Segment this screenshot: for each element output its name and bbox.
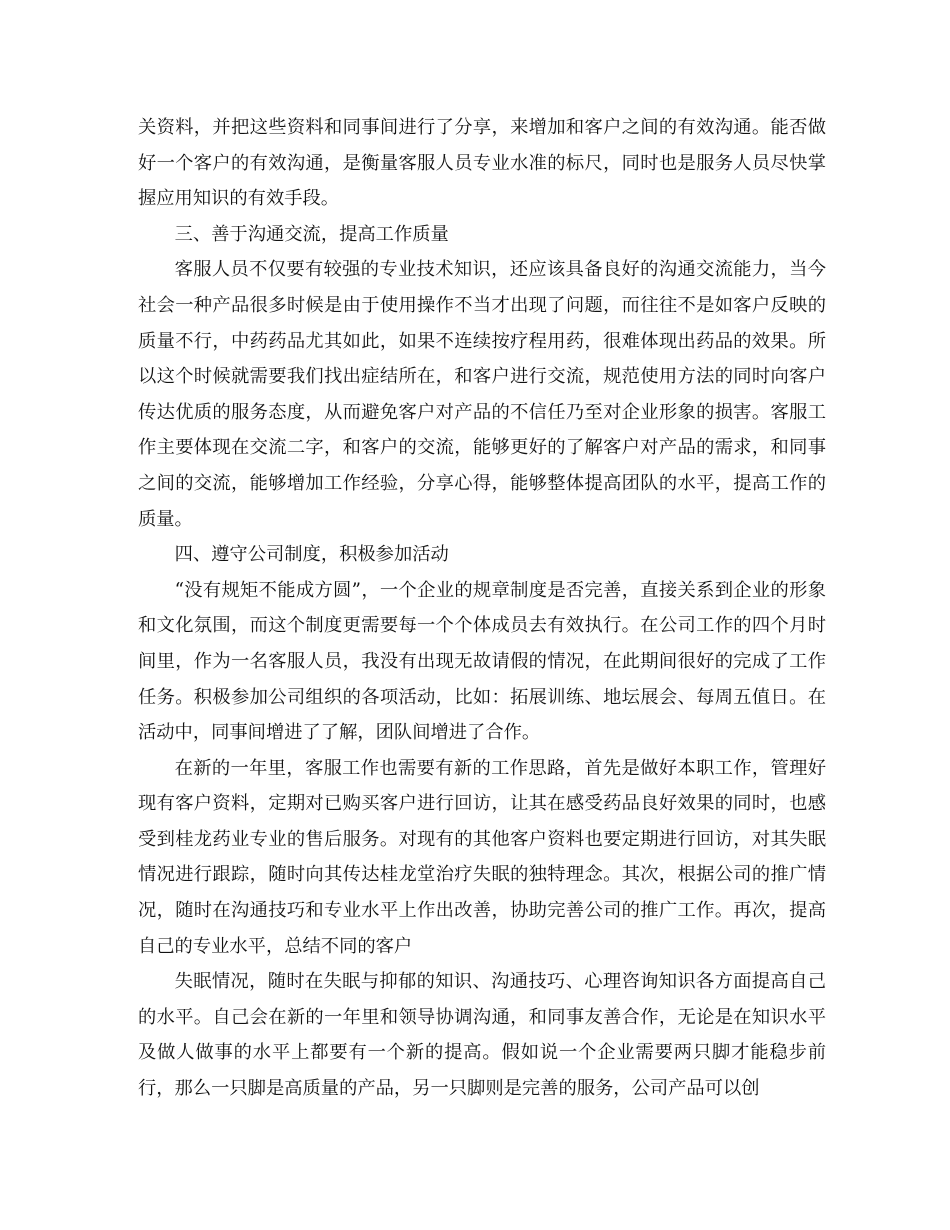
paragraph-company-rules: “没有规矩不能成方圆”，一个企业的规章制度是否完善，直接关系到企业的形象和文化氛围，而这个制度更需要每一个个体成员去有效执行。在公司工作的四个月时间里，作为一名客服人员，我没有出现无故请假的情况，在此期间很好的完成了工作任务。积极参加公司组织的各项活动，比如：拓展训练、地坛展会、每周五值日。在活动中，同事间增进了了解，团队间增进了合作。 <box>138 579 826 744</box>
paragraph-continuation: 关资料，并把这些资料和同事间进行了分享，来增加和客户之间的有效沟通。能否做好一个客户的有效沟通，是衡量客服人员专业水准的标尺，同时也是服务人员尽快掌握应用知识的有效手段。 <box>138 117 826 210</box>
paragraph-new-year-plan: 在新的一年里，客服工作也需要有新的工作思路，首先是做好本职工作，管理好现有客户资料，定期对已购买客户进行回访，让其在感受药品良好效果的同时，也感受到桂龙药业专业的售后服务。对现有的其他客户资料也要定期进行回访，对其失眠情况进行跟踪，随时向其传达桂龙堂治疗失眠的独特理念。其次，根据公司的推广情况，随时在沟通技巧和专业水平上作出改善，协助完善公司的推广工作。再次，提高自己的专业水平，总结不同的客户 <box>138 757 826 957</box>
section-heading-company-rules: 四、遵守公司制度，积极参加活动 <box>174 544 449 566</box>
paragraph-communication: 客服人员不仅要有较强的专业技术知识，还应该具备良好的沟通交流能力，当今社会一种产品很多时候是由于使用操作不当才出现了问题，而往往不是如客户反映的质量不行，中药药品尤其如此，如果不连续按疗程用药，很难体现出药品的效果。所以这个时候就需要我们找出症结所在，和客户进行交流，规范使用方法的同时向客户传达优质的服务态度，从而避免客户对产品的不信任乃至对企业形象的损害。客服工作主要体现在交流二字，和客户的交流，能够更好的了解客户对产品的需求，和同事之间的交流，能够增加工作经验，分享心得，能够整体提高团队的水平，提高工作的质量。 <box>138 259 826 530</box>
section-heading-communication: 三、善于沟通交流，提高工作质量 <box>174 223 449 245</box>
paragraph-self-improvement: 失眠情况，随时在失眠与抑郁的知识、沟通技巧、心理咨询知识各方面提高自己的水平。自己会在新的一年里和领导协调沟通，和同事友善合作，无论是在知识水平及做人做事的水平上都要有一个新的提高。假如说一个企业需要两只脚才能稳步前行，那么一只脚是高质量的产品，另一只脚则是完善的服务，公司产品可以创 <box>138 971 826 1100</box>
